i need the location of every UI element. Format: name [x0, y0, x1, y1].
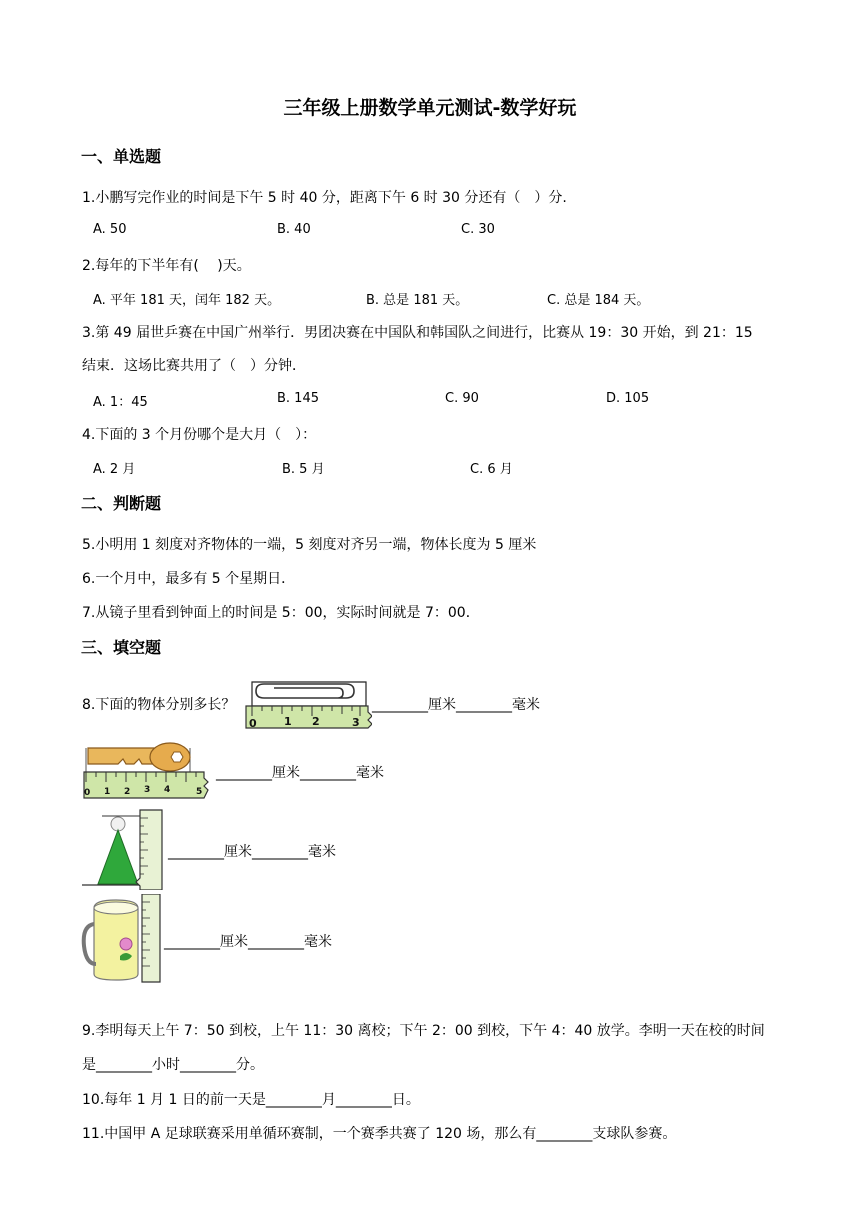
question-3-line1: 3.第 49 届世乒赛在中国广州举行．男团决赛在中国队和韩国队之间进行，比赛从 19：30 开始，到 21：15: [82, 325, 753, 341]
key-head-icon: [150, 743, 190, 771]
vertical-ruler-2: [142, 894, 160, 982]
ruler-1-tick-label: 3: [352, 716, 360, 729]
section-heading-single-choice: 一、单选题: [81, 147, 162, 166]
question-10: 10.每年 1 月 1 日的前一天是________月________日。: [82, 1092, 420, 1108]
q3-option-b[interactable]: B. 145: [277, 391, 319, 406]
ruler-1-tick-label: 1: [284, 715, 292, 728]
q8-blank-3[interactable]: ________厘米________毫米: [168, 844, 336, 860]
ruler-2-tick-label: 4: [164, 785, 171, 795]
q3-option-d[interactable]: D. 105: [606, 391, 650, 406]
ruler-2-tick-label: 5: [196, 787, 203, 797]
question-6: 6.一个月中，最多有 5 个星期日．: [82, 571, 296, 587]
question-1: 1.小鹏写完作业的时间是下午 5 时 40 分，距离下午 6 时 30 分还有（ ）分.: [82, 190, 567, 206]
question-7: 7.从镜子里看到钟面上的时间是 5：00，实际时间就是 7：00．: [82, 605, 480, 621]
q3-option-c[interactable]: C. 90: [445, 391, 479, 406]
ruler-1-tick-label: 0: [249, 717, 257, 730]
q4-option-a[interactable]: A. 2 月: [93, 462, 136, 477]
q8-blank-2[interactable]: ________厘米________毫米: [216, 765, 384, 781]
flower-icon: [120, 938, 132, 950]
paperclip-box-outline: [252, 682, 366, 706]
q1-option-c[interactable]: C. 30: [461, 222, 495, 237]
key-ruler-figure: [82, 742, 216, 800]
key-blade-icon: [88, 748, 154, 764]
question-8-prompt: 8.下面的物体分别多长？: [82, 697, 236, 713]
key-hole-icon: [171, 752, 183, 762]
q3-option-a[interactable]: A. 1：45: [93, 395, 148, 410]
question-2: 2.每年的下半年有( )天。: [82, 258, 251, 274]
vertical-ruler-1: [136, 810, 162, 890]
question-5: 5.小明用 1 刻度对齐物体的一端，5 刻度对齐另一端，物体长度为 5 厘米: [82, 537, 537, 553]
question-11: 11.中国甲 A 足球联赛采用单循环赛制，一个赛季共赛了 120 场，那么有________支球队参赛。: [82, 1126, 677, 1142]
question-9-line1: 9.李明每天上午 7：50 到校，上午 11：30 离校；下午 2：00 到校，下午 4：40 放学。李明一天在校的时间: [82, 1023, 765, 1039]
q4-option-c[interactable]: C. 6 月: [470, 462, 513, 477]
ruler-2-tick-label: 0: [84, 788, 91, 798]
q1-option-a[interactable]: A. 50: [93, 222, 127, 237]
question-9-line2: 是________小时________分。: [82, 1057, 264, 1073]
q2-option-a[interactable]: A. 平年 181 天，闰年 182 天。: [93, 293, 281, 308]
ruler-2-tick-label: 1: [104, 787, 111, 797]
green-hat-icon: [98, 830, 138, 884]
hat-ruler-figure: [82, 808, 168, 890]
paperclip-ruler-figure: [244, 674, 372, 732]
ruler-2-tick-label: 3: [144, 785, 151, 795]
q8-blank-4[interactable]: ________厘米________毫米: [164, 934, 332, 950]
question-3-line2: 结束．这场比赛共用了（ ）分钟．: [82, 358, 306, 374]
ruler-1-tick-label: 2: [312, 715, 320, 728]
q8-blank-1[interactable]: ________厘米________毫米: [372, 697, 540, 713]
mug-rim: [94, 902, 138, 914]
q2-option-c[interactable]: C. 总是 184 天。: [547, 293, 650, 308]
ruler-2-tick-label: 2: [124, 787, 131, 797]
section-heading-fill-blank: 三、填空题: [81, 638, 162, 657]
paperclip-icon: [256, 684, 354, 698]
q4-option-b[interactable]: B. 5 月: [282, 462, 325, 477]
question-4: 4.下面的 3 个月份哪个是大月（ ）：: [82, 427, 317, 443]
section-heading-true-false: 二、判断题: [81, 494, 162, 513]
q2-option-b[interactable]: B. 总是 181 天。: [366, 293, 469, 308]
mug-ruler-figure: [80, 894, 166, 984]
page-title: 三年级上册数学单元测试-数学好玩: [283, 97, 577, 119]
q1-option-b[interactable]: B. 40: [277, 222, 311, 237]
